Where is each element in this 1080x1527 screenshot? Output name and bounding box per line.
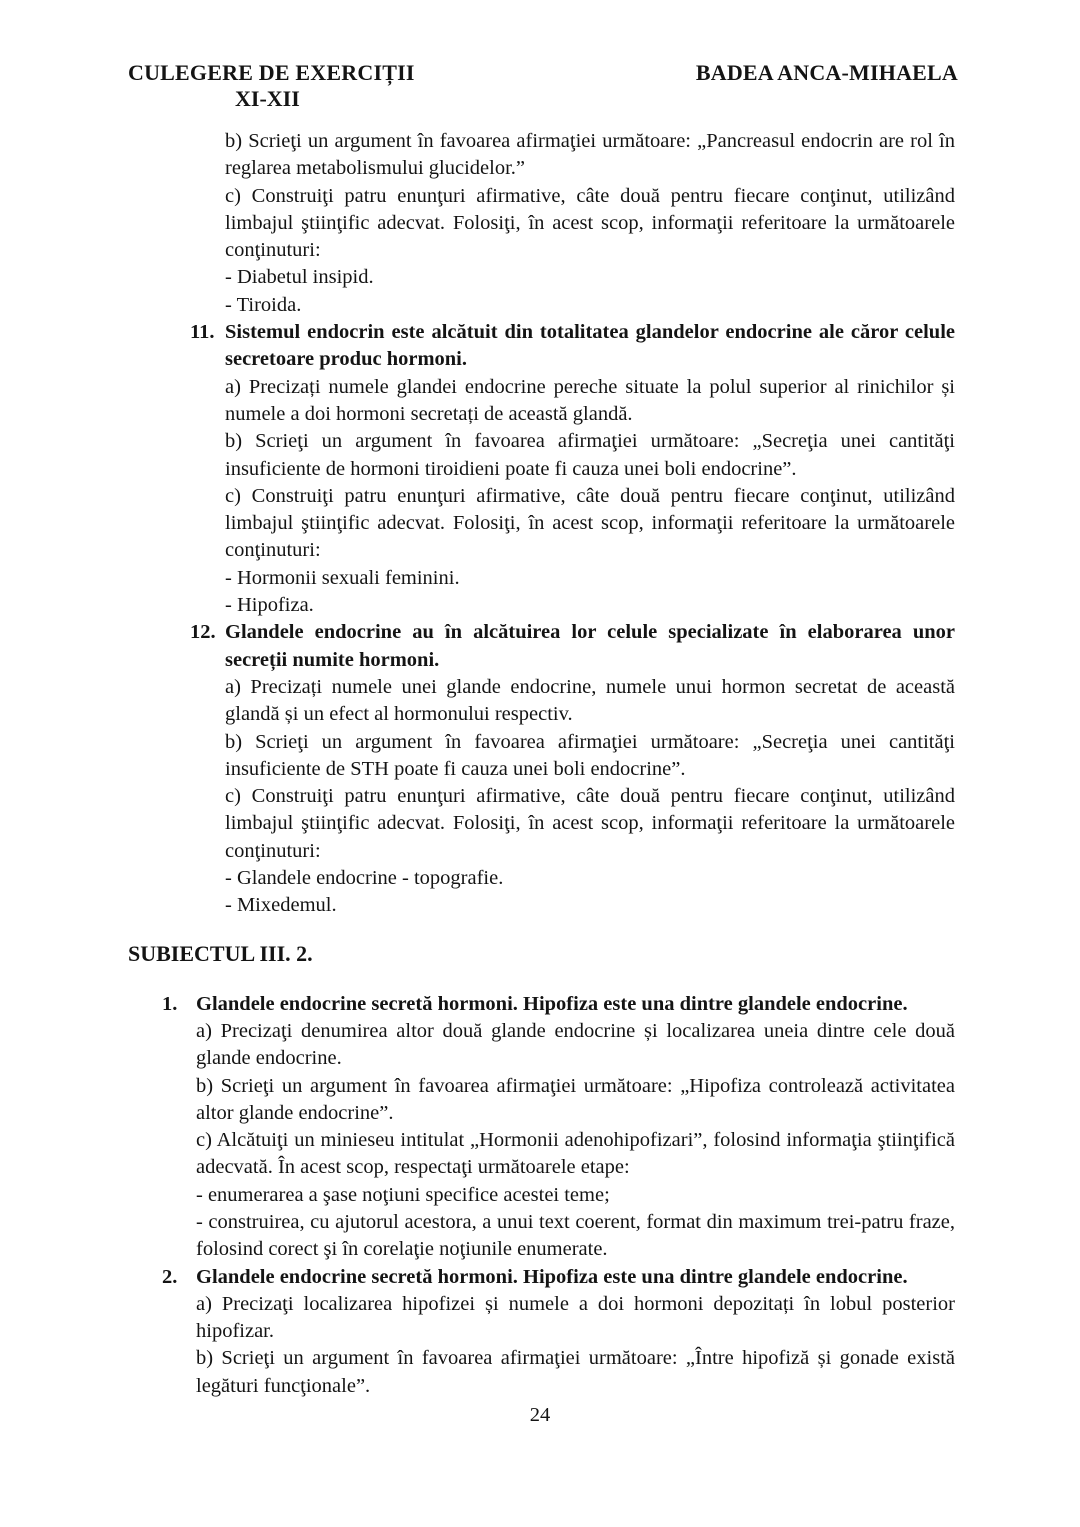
document-body — [128, 128, 960, 1400]
paragraph: b) Scrieţi un argument în favoarea afirmaţiei următoare: „Pancreasul endocrin are rol în reglarea metabolismului glucidelor.” — [225, 130, 955, 180]
item-heading: Glandele endocrine secretă hormoni. Hipofiza este una dintre glandele endocrine. — [196, 1265, 908, 1288]
paragraph: c) Construiţi patru enunţuri afirmative, câte două pentru fiecare conţinut, utilizând limbajul ştiinţific adecvat. Folosiţi, în acest scop, informaţii referitoare la următoarele conţinuturi: — [225, 785, 955, 862]
item-heading: Sistemul endocrin este alcătuit din totalitatea glandelor endocrine ale căror celule secretoare produc hormoni. — [225, 321, 955, 371]
paragraph: - Mixedemul. — [225, 894, 337, 917]
paragraph: - Hormonii sexuali feminini. — [225, 566, 460, 589]
item-number: 2. — [162, 1265, 178, 1288]
paragraph: c) Alcătuiţi un minieseu intitulat „Hormonii adenohipofizari”, folosind informaţia ştiinţifică adecvată. În acest scop, respectaţi următoarele etape: — [196, 1129, 955, 1179]
item-number: 12. — [190, 621, 216, 644]
paragraph: - construirea, cu ajutorul acestora, a unui text coerent, format din maximum trei-patru fraze, folosind corect şi în corelaţie noţiunile enumerate. — [196, 1210, 955, 1261]
section-heading: SUBIECTUL III. 2. — [128, 940, 313, 966]
paragraph: b) Scrieţi un argument în favoarea afirmaţiei următoare: „Între hipofiză și gonade există legături funcţionale”. — [196, 1347, 955, 1397]
paragraph: b) Scrieţi un argument în favoarea afirmaţiei următoare: „Secreţia unei cantităţi insuficiente de hormoni tiroidieni poate fi cauza unei boli endocrine”. — [225, 430, 955, 480]
exercise-item — [162, 991, 955, 1264]
paragraph: - Glandele endocrine - topografie. — [225, 867, 504, 890]
document-author: BADEA ANCA-MIHAELA — [695, 60, 958, 85]
item-number: 11. — [190, 321, 215, 344]
page-number: 24 — [529, 1404, 551, 1426]
paragraph: a) Precizaţi localizarea hipofizei și numele a doi hormoni depozitați în lobul posterior hipofizar. — [196, 1292, 955, 1343]
paragraph: a) Precizați numele glandei endocrine pereche situate la polul superior al rinichilor și numele a doi hormoni secretați de această glandă. — [225, 375, 955, 425]
numbered-exercise-list — [128, 319, 960, 920]
item-number: 1. — [162, 992, 178, 1015]
intro-paragraphs — [225, 128, 955, 319]
paragraph: c) Construiţi patru enunţuri afirmative, câte două pentru fiecare conţinut, utilizând limbajul ştiinţific adecvat. Folosiţi, în acest scop, informaţii referitoare la următoarele conţinuturi: — [225, 184, 955, 262]
section-exercise-list — [128, 991, 960, 1400]
document-subtitle: XI-XII — [235, 86, 300, 111]
item-heading: Glandele endocrine secretă hormoni. Hipofiza este una dintre glandele endocrine. — [196, 992, 908, 1015]
paragraph: - Hipofiza. — [225, 594, 314, 617]
paragraph: - enumerarea a şase noţiuni specifice acestei teme; — [196, 1183, 610, 1206]
page-header — [128, 60, 958, 112]
paragraph: - Tiroida. — [225, 293, 302, 316]
paragraph: a) Precizați numele unei glande endocrine, numele unui hormon secretat de această glandă și un efect al hormonului respectiv. — [225, 675, 955, 726]
page-footer — [0, 1404, 1080, 1427]
exercise-item — [190, 319, 955, 619]
paragraph: a) Precizaţi denumirea altor două glande endocrine și localizarea uneia dintre cele două glande endocrine. — [196, 1019, 955, 1070]
paragraph: b) Scrieţi un argument în favoarea afirmaţiei următoare: „Secreţia unei cantităţi insuficiente de STH poate fi cauza unei boli endocrine”. — [225, 730, 955, 780]
exercise-item — [162, 1264, 955, 1400]
document-title: CULEGERE DE EXERCIȚII — [128, 60, 415, 85]
paragraph: b) Scrieţi un argument în favoarea afirmaţiei următoare: „Hipofiza controlează activitatea altor glande endocrine”. — [196, 1074, 955, 1124]
paragraph: - Diabetul insipid. — [225, 266, 374, 289]
item-heading: Glandele endocrine au în alcătuirea lor celule specializate în elaborarea unor secreții numite hormoni. — [225, 621, 955, 671]
paragraph: c) Construiţi patru enunţuri afirmative, câte două pentru fiecare conţinut, utilizând limbajul ştiinţific adecvat. Folosiţi, în acest scop, informaţii referitoare la următoarele conţinuturi: — [225, 484, 955, 562]
exercise-item — [190, 619, 955, 919]
header-left — [128, 60, 415, 112]
